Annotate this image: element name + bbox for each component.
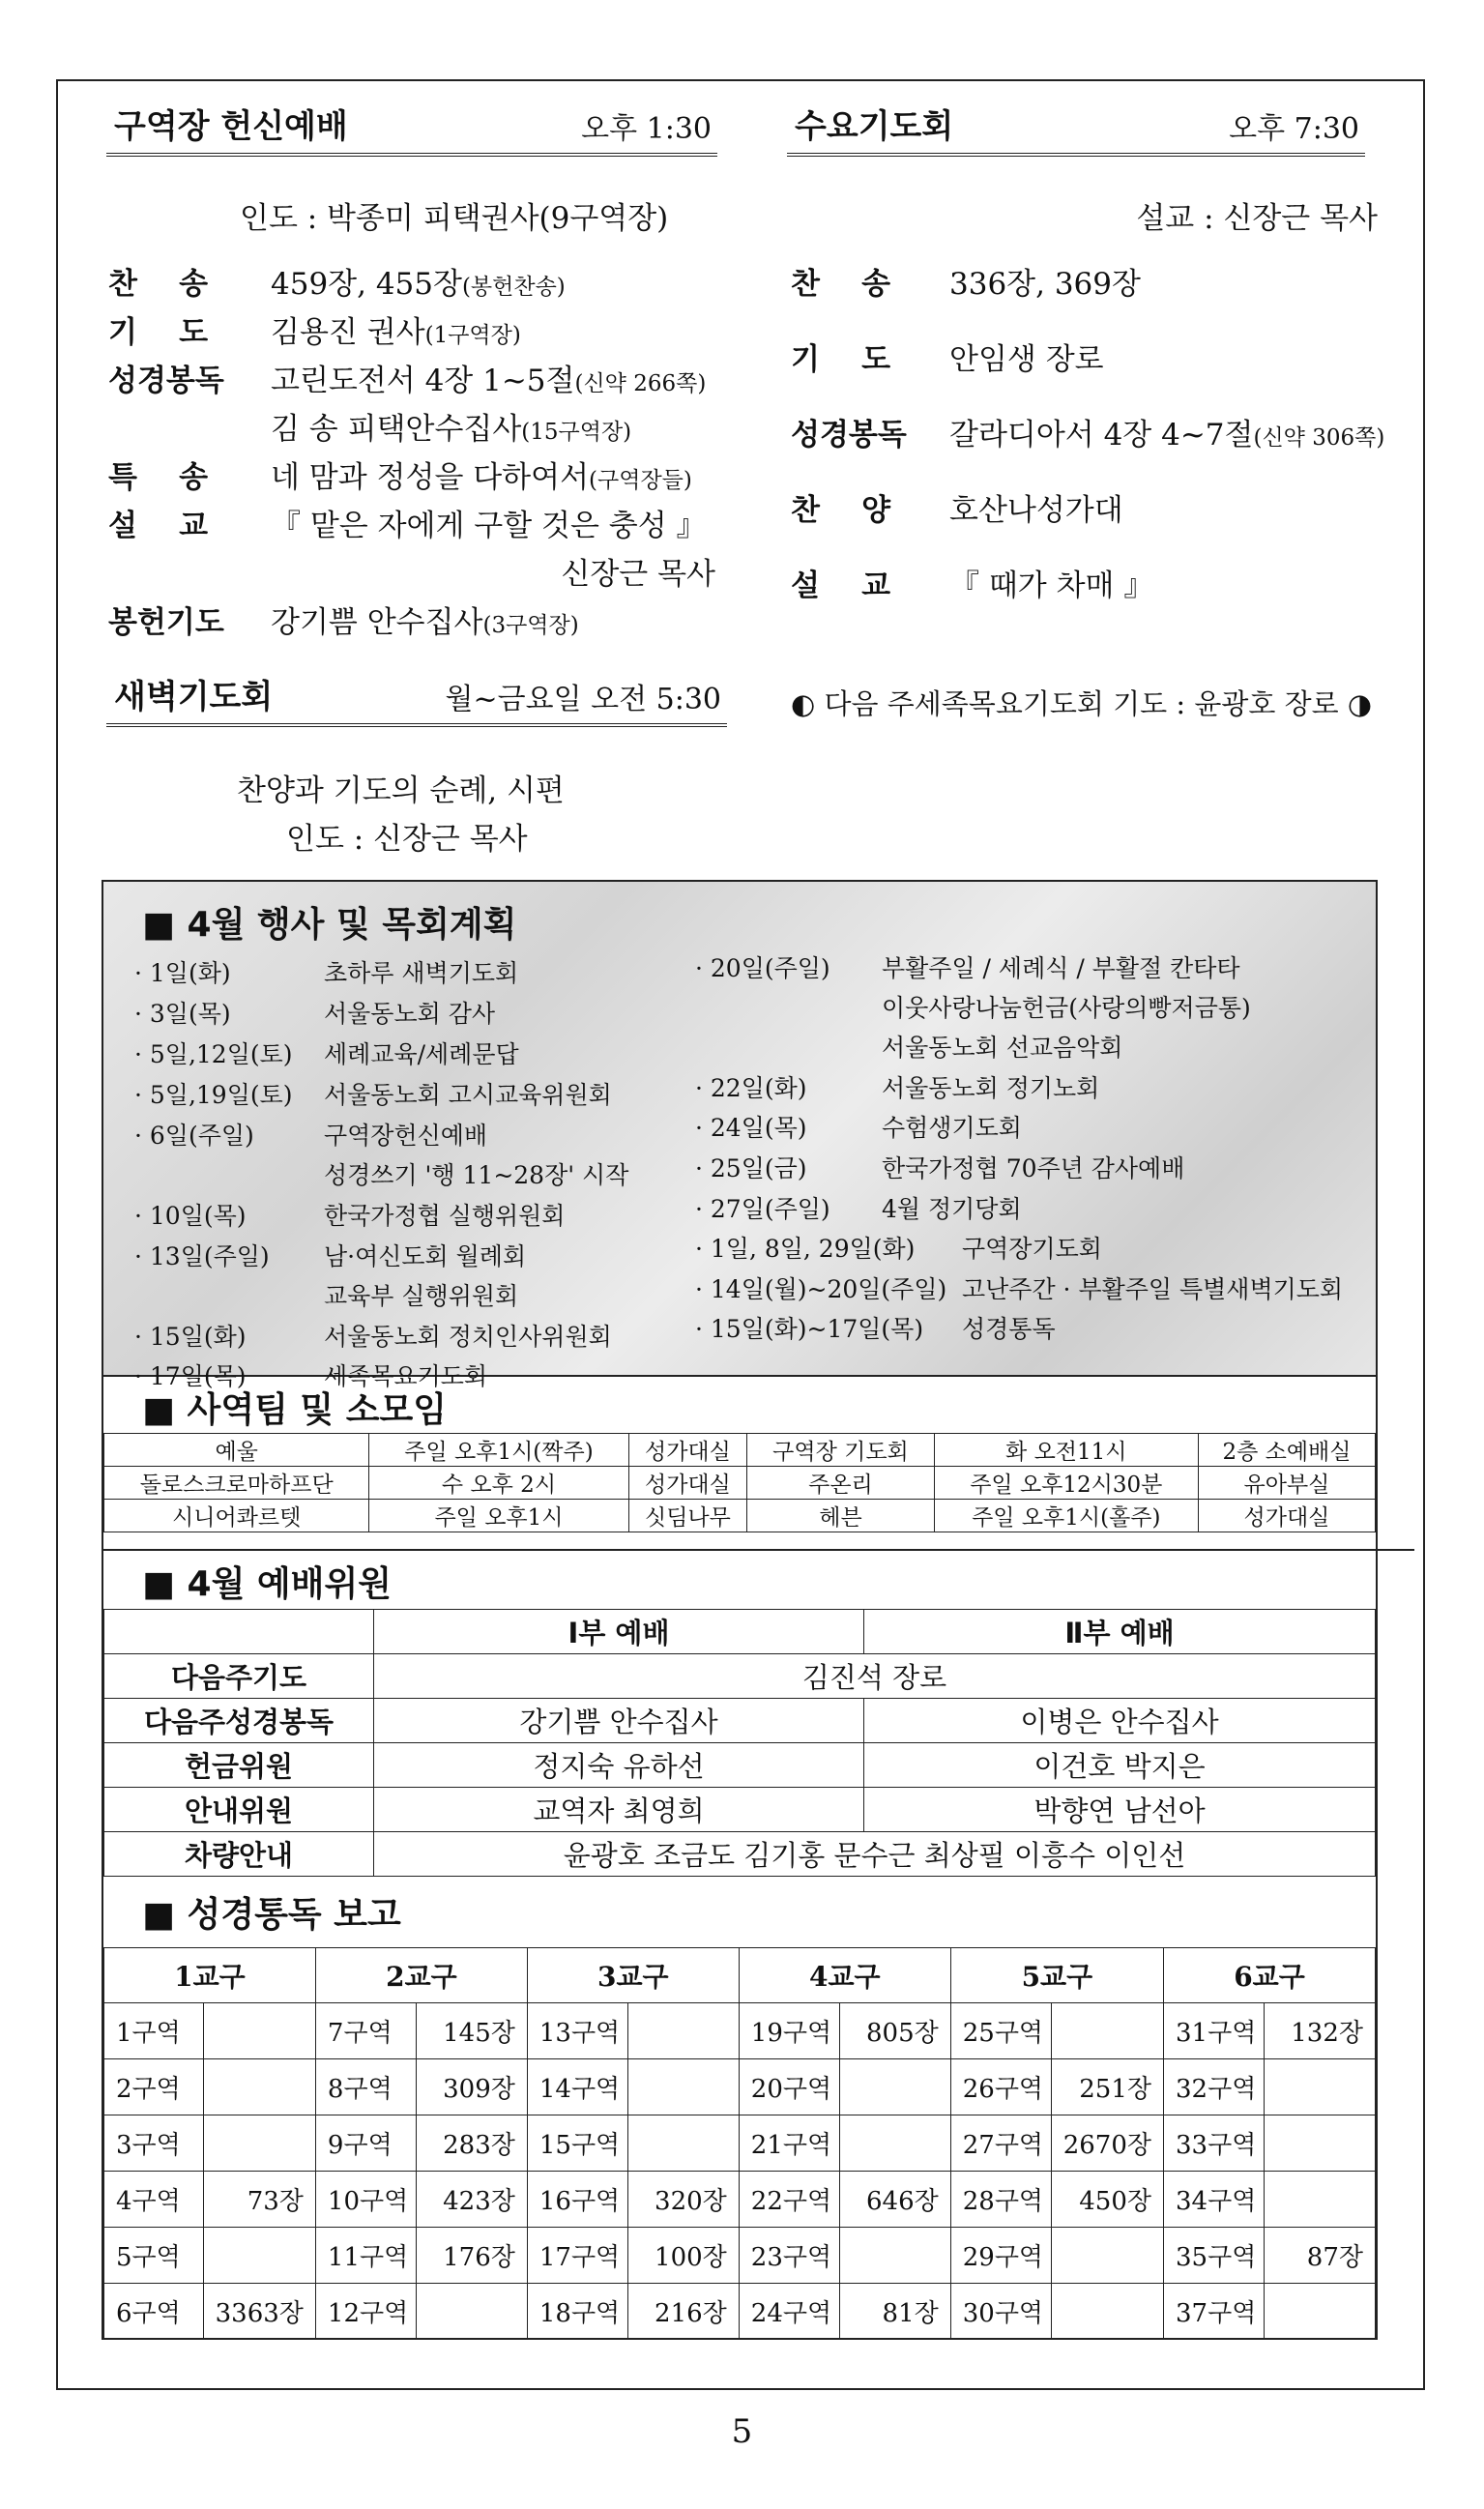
bible-chapters: [628, 2059, 740, 2115]
leader-service-title: 구역장 헌신예배: [114, 107, 348, 146]
bible-district: 7구역: [315, 2003, 416, 2059]
program-text: [271, 356, 706, 399]
program-text-main: 고린도전서 4장 1~5절: [271, 364, 575, 398]
program-text: [949, 561, 1153, 604]
ministry-cell: 성가대실: [1198, 1500, 1375, 1532]
ministry-cell: 성가대실: [628, 1434, 747, 1467]
event-name: 세족목요기도회: [324, 1362, 488, 1390]
bible-district: 10구역: [315, 2172, 416, 2228]
event-date: · 13일(주일): [134, 1242, 270, 1270]
event-name: 부활주일 / 세례식 / 부활절 칸타타: [882, 954, 1240, 982]
bible-row: [104, 2059, 1376, 2115]
bible-district: 25구역: [950, 2003, 1051, 2059]
event-name: 서울동노회 정기노회: [882, 1074, 1100, 1102]
event-name: 4월 정기당회: [882, 1195, 1022, 1223]
bible-district: 15구역: [527, 2115, 627, 2172]
event-date: · 15일(화)~17일(목): [695, 1315, 924, 1343]
staff-part2: 이병은 안수집사: [864, 1699, 1376, 1743]
bible-district: 31구역: [1164, 2003, 1265, 2059]
event-date: · 17일(목): [134, 1362, 247, 1390]
program-text-main: 호산나성가대: [949, 493, 1123, 528]
ministry-cell: 시니어콰르텟: [104, 1500, 369, 1532]
program-text: [949, 259, 1141, 303]
bible-chapters: 320장: [628, 2172, 740, 2228]
bible-chapters: 132장: [1265, 2003, 1376, 2059]
program-text-main: 강기쁨 안수집사: [271, 605, 483, 640]
bible-chapters: 646장: [840, 2172, 951, 2228]
staff-header-row: [104, 1610, 1376, 1654]
program-text-main: 『 맡은 자에게 구할 것은 충성 』: [271, 509, 707, 543]
bible-district: 1구역: [104, 2003, 204, 2059]
program-text: [949, 335, 1104, 378]
bible-chapters: [1052, 2228, 1164, 2284]
dawn-time: 월~금요일 오전 5:30: [445, 683, 721, 716]
event-name: 구역장기도회: [962, 1235, 1102, 1263]
program-label: 성경봉독: [791, 418, 907, 452]
event-name: 구역장헌신예배: [324, 1122, 488, 1150]
bible-district: 28구역: [950, 2172, 1051, 2228]
program-text: [271, 598, 579, 641]
ministry-table: [103, 1433, 1376, 1532]
bible-group-header: 5교구: [950, 1948, 1163, 2003]
bible-chapters: [1265, 2172, 1376, 2228]
wednesday-time: 오후 7:30: [1229, 112, 1359, 146]
bible-chapters: [628, 2003, 740, 2059]
event-date: · 20일(주일): [695, 954, 830, 982]
program-note: (신약 306쪽): [1253, 425, 1385, 451]
bible-group-header: 2교구: [315, 1948, 527, 2003]
wednesday-title: 수요기도회: [795, 107, 954, 146]
event-date: · 10일(목): [134, 1202, 247, 1230]
staff-role: 안내위원: [104, 1788, 374, 1832]
bible-district: 24구역: [739, 2284, 839, 2340]
ministry-cell: 주일 오후1시(홀주): [934, 1500, 1198, 1532]
bible-chapters: [203, 2228, 315, 2284]
ministry-cell: 헤븐: [747, 1500, 934, 1532]
bible-chapters: [840, 2115, 951, 2172]
bible-chapters: 100장: [628, 2228, 740, 2284]
ministry-title: ■ 사역팀 및 소모임: [142, 1390, 448, 1430]
bible-chapters: 81장: [840, 2284, 951, 2340]
event-date: · 1일, 8일, 29일(화): [695, 1235, 916, 1263]
staff-part2: 이건호 박지은: [864, 1743, 1376, 1788]
bible-group-header: 6교구: [1164, 1948, 1376, 2003]
leader-service-time: 오후 1:30: [581, 112, 712, 146]
program-label: 찬 송: [108, 267, 209, 302]
program-note: (구역장들): [589, 468, 692, 493]
event-date: · 22일(화): [695, 1074, 807, 1102]
event-date: · 6일(주일): [134, 1122, 254, 1150]
event-name: 서울동노회 감사: [324, 1000, 495, 1028]
bible-district: 29구역: [950, 2228, 1051, 2284]
bible-district: 4구역: [104, 2172, 204, 2228]
staff-row: [104, 1788, 1376, 1832]
program-label: 기 도: [108, 315, 209, 350]
ministry-cell: 주일 오후12시30분: [934, 1467, 1198, 1500]
staff-role: 헌금위원: [104, 1743, 374, 1788]
bible-district: 3구역: [104, 2115, 204, 2172]
program-text-main: 네 맘과 정성을 다하여서: [271, 460, 590, 495]
event-name: 교육부 실행위원회: [324, 1282, 519, 1310]
ministry-row: [104, 1434, 1376, 1467]
bible-district: 11구역: [315, 2228, 416, 2284]
event-name: 고난주간 · 부활주일 특별새벽기도회: [962, 1275, 1344, 1303]
bible-district: 33구역: [1164, 2115, 1265, 2172]
bible-chapters: 309장: [417, 2059, 528, 2115]
ministry-cell: 유아부실: [1198, 1467, 1375, 1500]
worship-staff-table: [103, 1609, 1376, 1877]
program-text-main: 신장근 목사: [561, 557, 715, 592]
bible-chapters: [628, 2115, 740, 2172]
bible-row: [104, 2115, 1376, 2172]
bible-chapters: 423장: [417, 2172, 528, 2228]
bible-chapters: [1265, 2115, 1376, 2172]
program-label: 특 송: [108, 460, 209, 495]
bible-district: 2구역: [104, 2059, 204, 2115]
staff-row: [104, 1654, 1376, 1699]
leader-service-header: [106, 106, 717, 157]
staff-header-cell: Ⅱ부 예배: [864, 1610, 1376, 1654]
ministry-cell: 예울: [104, 1434, 369, 1467]
program-label: 찬 송: [791, 267, 891, 302]
program-text-main: 안임생 장로: [949, 342, 1104, 377]
page-number: 5: [731, 2412, 753, 2451]
bible-header-row: [104, 1948, 1376, 2003]
bible-district: 17구역: [527, 2228, 627, 2284]
staff-part2: 박향연 남선아: [864, 1788, 1376, 1832]
bible-district: 18구역: [527, 2284, 627, 2340]
bible-chapters: [1265, 2284, 1376, 2340]
bible-district: 5구역: [104, 2228, 204, 2284]
bible-district: 12구역: [315, 2284, 416, 2340]
bible-report-title: ■ 성경통독 보고: [142, 1895, 401, 1935]
staff-names: 윤광호 조금도 김기홍 문수근 최상필 이흥수 이인선: [374, 1832, 1376, 1877]
bible-chapters: 3363장: [203, 2284, 315, 2340]
bible-chapters: 2670장: [1052, 2115, 1164, 2172]
bible-chapters: [203, 2115, 315, 2172]
event-name: 이웃사랑나눔헌금(사랑의빵저금통): [882, 994, 1251, 1022]
event-date: · 27일(주일): [695, 1195, 830, 1223]
bible-district: 37구역: [1164, 2284, 1265, 2340]
program-text-main: 김용진 권사: [271, 315, 425, 350]
bible-district: 6구역: [104, 2284, 204, 2340]
program-note: (봉헌찬송): [461, 275, 566, 300]
program-text: [271, 452, 692, 496]
event-name: 서울동노회 선교음악회: [882, 1034, 1123, 1062]
bible-chapters: 73장: [203, 2172, 315, 2228]
event-date: · 3일(목): [134, 1000, 231, 1028]
dawn-title: 새벽기도회: [114, 678, 274, 716]
bible-district: 19구역: [739, 2003, 839, 2059]
staff-names: 김진석 장로: [374, 1654, 1376, 1699]
bible-chapters: 450장: [1052, 2172, 1164, 2228]
ministry-cell: 구역장 기도회: [747, 1434, 934, 1467]
bible-chapters: [1265, 2059, 1376, 2115]
event-name: 성경쓰기 '행 11~28장' 시작: [324, 1161, 629, 1189]
program-text: [949, 485, 1123, 529]
worship-staff-title: ■ 4월 예배위원: [102, 1549, 1414, 1606]
bible-chapters: [417, 2284, 528, 2340]
bible-report-table: [103, 1947, 1376, 2340]
program-text: [271, 501, 707, 544]
bible-district: 16구역: [527, 2172, 627, 2228]
bible-chapters: 176장: [417, 2228, 528, 2284]
staff-part1: 강기쁨 안수집사: [374, 1699, 864, 1743]
event-date: · 5일,12일(토): [134, 1040, 293, 1068]
ministry-cell: 화 오전11시: [934, 1434, 1198, 1467]
event-name: 남·여신도회 월례회: [324, 1242, 527, 1270]
event-name: 서울동노회 정치인사위원회: [324, 1323, 612, 1351]
program-label: 성경봉독: [108, 364, 224, 398]
dawn-line1: 찬양과 기도의 순례, 시편: [237, 773, 565, 808]
program-text: [949, 410, 1384, 453]
bible-chapters: 283장: [417, 2115, 528, 2172]
bible-chapters: 251장: [1052, 2059, 1164, 2115]
bible-group-header: 4교구: [739, 1948, 950, 2003]
staff-row: [104, 1832, 1376, 1877]
bible-group-header: 3교구: [527, 1948, 739, 2003]
program-text: [271, 259, 566, 303]
dawn-line2: 인도 : 신장근 목사: [286, 822, 528, 857]
bible-chapters: 805장: [840, 2003, 951, 2059]
program-text: [271, 404, 631, 448]
april-events-panel: [103, 882, 1376, 1390]
program-note: (1구역장): [424, 323, 521, 348]
staff-role: 다음주성경봉독: [104, 1699, 374, 1743]
program-note: (신약 266쪽): [574, 371, 707, 396]
dawn-header: [106, 677, 727, 727]
staff-part1: 교역자 최영희: [374, 1788, 864, 1832]
april-box: [102, 880, 1378, 2340]
program-text: [271, 307, 521, 351]
event-date: · 14일(월)~20일(주일): [695, 1275, 947, 1303]
leader-service-lead: 인도 : 박종미 피택권사(9구역장): [240, 201, 669, 236]
event-date: · 24일(목): [695, 1114, 807, 1142]
program-text-main: 김 송 피택안수집사: [271, 412, 522, 447]
bible-chapters: [1052, 2003, 1164, 2059]
bible-district: 26구역: [950, 2059, 1051, 2115]
program-text-main: 『 때가 차매 』: [949, 569, 1154, 603]
bible-chapters: [840, 2059, 951, 2115]
program-label: 봉헌기도: [108, 605, 224, 640]
program-text: [561, 549, 715, 593]
bible-district: 35구역: [1164, 2228, 1265, 2284]
program-label: 설 교: [108, 509, 209, 543]
bible-chapters: [203, 2059, 315, 2115]
event-date: · 1일(화): [134, 959, 231, 987]
program-text-main: 336장, 369장: [949, 267, 1141, 302]
bible-chapters: 87장: [1265, 2228, 1376, 2284]
bible-district: 8구역: [315, 2059, 416, 2115]
staff-part1: 정지숙 유하선: [374, 1743, 864, 1788]
ministry-row: [104, 1500, 1376, 1532]
bible-row: [104, 2284, 1376, 2340]
bible-district: 13구역: [527, 2003, 627, 2059]
bible-district: 27구역: [950, 2115, 1051, 2172]
event-name: 한국가정협 실행위원회: [324, 1202, 566, 1230]
bible-district: 20구역: [739, 2059, 839, 2115]
program-label: 설 교: [791, 569, 891, 603]
ministry-row: [104, 1467, 1376, 1500]
staff-header-cell: [104, 1610, 374, 1654]
program-note: (15구역장): [521, 420, 632, 445]
ministry-cell: 주일 오후1시: [369, 1500, 628, 1532]
event-name: 서울동노회 고시교육위원회: [324, 1081, 612, 1109]
wednesday-preacher: 설교 : 신장근 목사: [1136, 201, 1378, 236]
bible-district: 21구역: [739, 2115, 839, 2172]
bible-chapters: [840, 2228, 951, 2284]
staff-header-cell: Ⅰ부 예배: [374, 1610, 864, 1654]
bible-row: [104, 2172, 1376, 2228]
staff-role: 차량안내: [104, 1832, 374, 1877]
ministry-cell: 2층 소예배실: [1198, 1434, 1375, 1467]
april-events-title: ■ 4월 행사 및 목회계획: [142, 905, 517, 945]
bible-chapters: [1052, 2284, 1164, 2340]
staff-role: 다음주기도: [104, 1654, 374, 1699]
ministry-cell: 수 오후 2시: [369, 1467, 628, 1500]
next-prayer-note: ◐ 다음 주세족목요기도회 기도 : 윤광호 장로 ◑: [791, 687, 1373, 720]
bible-district: 9구역: [315, 2115, 416, 2172]
bible-district: 34구역: [1164, 2172, 1265, 2228]
wednesday-header: [787, 106, 1365, 157]
bible-row: [104, 2228, 1376, 2284]
program-label: 기 도: [791, 342, 891, 377]
bible-group-header: 1교구: [104, 1948, 316, 2003]
event-name: 초하루 새벽기도회: [324, 959, 519, 987]
bible-row: [104, 2003, 1376, 2059]
ministry-cell: 성가대실: [628, 1467, 747, 1500]
bible-district: 32구역: [1164, 2059, 1265, 2115]
bible-district: 22구역: [739, 2172, 839, 2228]
event-date: · 15일(화): [134, 1323, 247, 1351]
event-name: 세례교육/세례문답: [324, 1040, 519, 1068]
event-date: · 25일(금): [695, 1154, 807, 1182]
bible-district: 30구역: [950, 2284, 1051, 2340]
bible-chapters: [203, 2003, 315, 2059]
staff-row: [104, 1699, 1376, 1743]
event-date: · 5일,19일(토): [134, 1081, 293, 1109]
ministry-cell: 싯딤나무: [628, 1500, 747, 1532]
bible-chapters: 145장: [417, 2003, 528, 2059]
ministry-cell: 돌로스크로마하프단: [104, 1467, 369, 1500]
event-name: 한국가정협 70주년 감사예배: [882, 1154, 1185, 1182]
event-name: 성경통독: [962, 1315, 1056, 1343]
bible-district: 14구역: [527, 2059, 627, 2115]
program-text-main: 갈라디아서 4장 4~7절: [949, 418, 1254, 452]
program-label: 찬 양: [791, 493, 891, 528]
event-name: 수험생기도회: [882, 1114, 1022, 1142]
program-note: (3구역장): [482, 613, 579, 638]
staff-row: [104, 1743, 1376, 1788]
bible-district: 23구역: [739, 2228, 839, 2284]
ministry-cell: 주일 오후1시(짝주): [369, 1434, 628, 1467]
program-text-main: 459장, 455장: [271, 267, 462, 302]
bible-chapters: 216장: [628, 2284, 740, 2340]
ministry-cell: 주온리: [747, 1467, 934, 1500]
